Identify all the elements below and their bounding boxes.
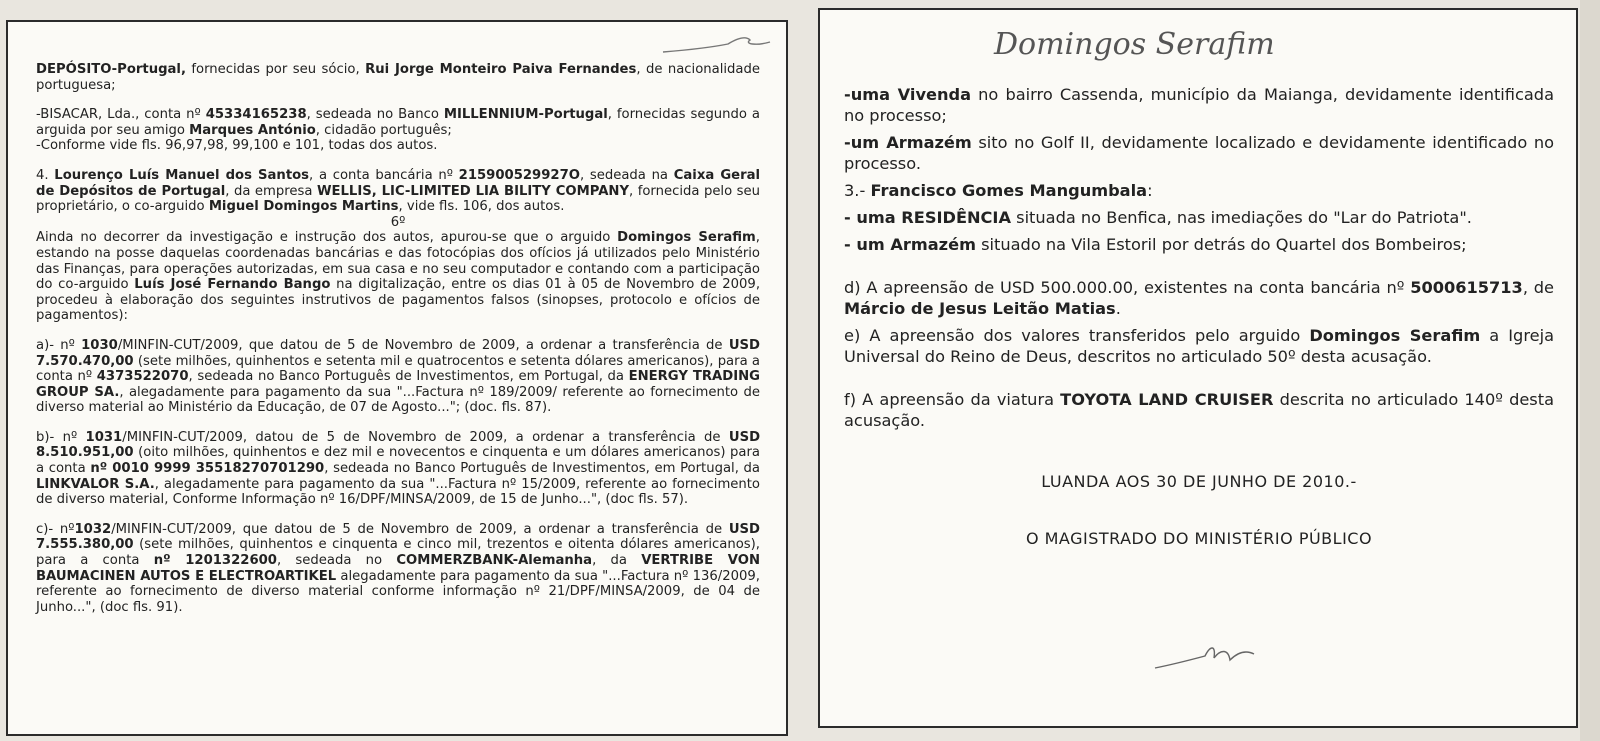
handwritten-name: Domingos Serafim xyxy=(994,27,1275,62)
initials-scribble-icon xyxy=(658,30,778,60)
asset-residencia: - uma RESIDÊNCIA situada no Benfica, nas imediações do "Lar do Patriota". xyxy=(844,208,1472,227)
section-number: 6º xyxy=(390,214,406,230)
asset-vivenda: -uma Vivenda no bairro Cassenda, município da Maianga, devidamente identificada no processo; xyxy=(844,85,1555,125)
signature-scribble-icon xyxy=(1150,638,1260,678)
asset-armazem-golf: -um Armazém sito no Golf II, devidamente localizado e devidamente identificado no processo. xyxy=(844,133,1554,173)
paragraph-2: -BISACAR, Lda., conta nº 45334165238, sedeada no Banco MILLENNIUM-Portugal, fornecidas segundo a arguida por seu amigo Marques António, cidadão português; xyxy=(36,107,760,138)
paragraph-1: DEPÓSITO-Portugal, fornecidas por seu sócio, Rui Jorge Monteiro Paiva Fernandes, de nacionalidade portuguesa; xyxy=(36,62,760,93)
left-document-page xyxy=(6,20,788,736)
item-e: e) A apreensão dos valores transferidos pelo arguido Domingos Serafim a Igreja Universal do Reino de Deus, descritos no articulado 50º desta acusação. xyxy=(844,326,1555,366)
paragraph-4: 4. Lourenço Luís Manuel dos Santos, a conta bancária nº 215900529927O, sedeada na Caixa Geral de Depósitos de Portugal, da empresa WELLIS, LIC-LIMITED LIA BILITY COMPANY, fornecida pelo seu proprietário, o co-arguido Miguel Domingos Martins, vide fls. 106, dos autos. xyxy=(36,167,761,215)
paragraph-5: Ainda no decorrer da investigação e instrução dos autos, apurou-se que o arguido Domingos Serafim, estando na posse daquelas coordenadas bancárias e das fotocópias dos ofícios já utilizados pelo Ministério das Finanças, para operações autorizadas, em sua casa e no seu computador e contando com a participação do co-arguido Luís José Fernando Bango na digitalização, entre os dias 01 à 05 de Novembro de 2009, procedeu à elaboração dos seguintes instrutivos de pagamentos falsos (sinopses, protocolo e ofícios de pagamentos): xyxy=(36,230,761,324)
asset-armazem-estoril: - um Armazém situado na Vila Estoril por detrás do Quartel dos Bombeiros; xyxy=(844,235,1467,254)
right-document-page xyxy=(818,8,1578,728)
place-date: LUANDA AOS 30 DE JUNHO DE 2010.- xyxy=(1041,472,1357,491)
item-b: b)- nº 1031/MINFIN-CUT/2009, datou de 5 de Novembro de 2009, a ordenar a transferência de USD 8.510.951,00 (oito milhões, quinhentos e dez mil e novecentos e cinquenta e um dólares americanos) para a conta nº 0010 9999 35518270701290, sedeada no Banco Português de Investimentos, em Portugal, da LINKVALOR S.A., alegadamente para pagamento da sua "...Factura nº 15/2009, referente ao fornecimento de diverso material, Conforme Informação nº 16/DPF/MINSA/2009, de 15 de Junho...", (doc fls. 57). xyxy=(36,429,761,508)
item-d: d) A apreensão de USD 500.000.00, existentes na conta bancária nº 5000615713, de Márcio de Jesus Leitão Matias. xyxy=(844,278,1554,318)
defendant-heading: 3.- Francisco Gomes Mangumbala: xyxy=(844,181,1153,200)
item-a: a)- nº 1030/MINFIN-CUT/2009, que datou de 5 de Novembro de 2009, a ordenar a transferência de USD 7.570.470,00 (sete milhões, quinhentos e setenta mil e quatrocentos e setenta dólares americanos), para a conta nº 4373522070, sedeada no Banco Português de Investimentos, em Portugal, da ENERGY TRADING GROUP SA., alegadamente para pagamento da sua "...Factura nº 189/2009/ referente ao fornecimento de diverso material ao Ministério da Educação, de 07 de Agosto..."; (doc. fls. 87). xyxy=(36,337,760,416)
signatory-title: O MAGISTRADO DO MINISTÉRIO PÚBLICO xyxy=(1025,529,1373,548)
paragraph-3: -Conforme vide fls. 96,97,98, 99,100 e 101, todas dos autos. xyxy=(36,138,438,154)
item-c: c)- nº1032/MINFIN-CUT/2009, que datou de 5 de Novembro de 2009, a ordenar a transferência de USD 7.555.380,00 (sete milhões, quinhentos e cinquenta e cinco mil, trezentos e oitenta dólares americanos), para a conta nº 1201322600, sedeada no COMMERZBANK-Alemanha, da VERTRIBE VON BAUMACINEN AUTOS E ELECTROARTIKEL alegadamente para pagamento da sua "...Factura nº 136/2009, referente ao fornecimento de diverso material conforme informação nº 21/DPF/MINSA/2009, de 04 de Junho...", (doc fls. 91). xyxy=(36,521,760,615)
item-f: f) A apreensão da viatura TOYOTA LAND CRUISER descrita no articulado 140º desta acusação. xyxy=(844,390,1555,430)
scanner-margin xyxy=(1580,0,1600,741)
